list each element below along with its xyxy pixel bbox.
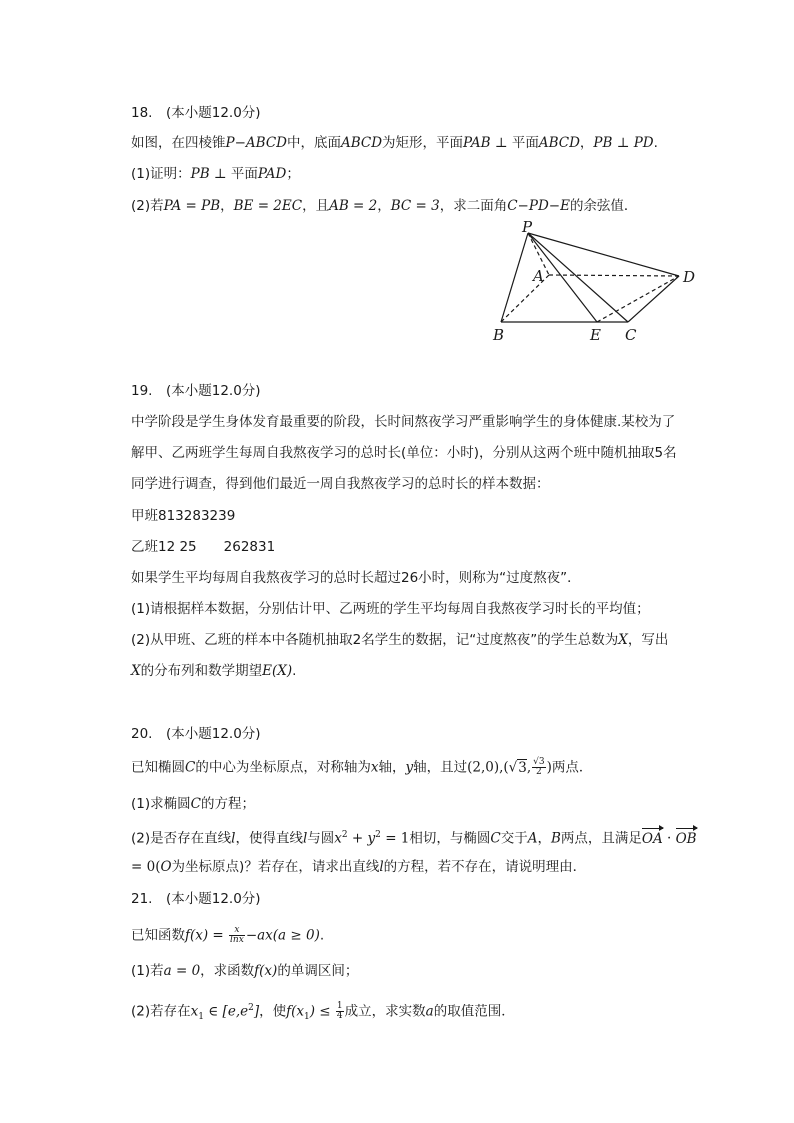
q18-header: 18. (本小题12.0分) xyxy=(131,105,261,121)
q18-part2: (2)若PA = PB，BE = 2EC，且AB = 2，BC = 3，求二面角C−PD−E的余弦值． xyxy=(131,198,638,214)
q21-header: 21. (本小题12.0分) xyxy=(131,891,261,907)
q18-part1: (1)证明：PB ⊥ 平面PAD； xyxy=(131,166,300,182)
q19-line-1: 中学阶段是学生身体发育最重要的阶段，长时间熬夜学习严重影响学生的身体健康.某校为了 xyxy=(131,414,676,430)
vector-oa: OA xyxy=(642,828,663,848)
pyramid-figure xyxy=(480,212,720,350)
q19-part2-line1: (2)从甲班、乙班的样本中各随机抽取2名学生的数据，记“过度熬夜”的学生总数为X，写出 xyxy=(131,632,669,648)
label-c: C xyxy=(625,326,637,344)
vector-ob: OB xyxy=(676,828,697,848)
label-e: E xyxy=(590,326,601,344)
q18-intro: 如图，在四棱锥P−ABCD中，底面ABCD为矩形，平面PAB ⊥ 平面ABCD，PB ⊥ PD. xyxy=(131,135,658,151)
edge-pb xyxy=(501,233,528,322)
q19-part1: (1)请根据样本数据，分别估计甲、乙两班的学生平均每周自我熬夜学习时长的平均值； xyxy=(131,601,650,617)
q20-part2-line1: (2)是否存在直线l，使得直线l与圆$x^2 + y^2 = 1$相切，与椭圆C交于A，B两点，且满足OA · OB xyxy=(131,826,697,848)
q19-class-a-data: 甲班813283239 xyxy=(131,508,236,524)
q19-line-3: 同学进行调查，得到他们最近一周自我熬夜学习的总时长的样本数据： xyxy=(131,476,550,492)
q19-part2-line2: X的分布列和数学期望E(X). xyxy=(131,663,297,679)
q20-intro: 已知椭圆C的中心为坐标原点，对称轴为x轴，y轴，且过(2,0),(√3, $\frac{√3}{2}$ )两点． xyxy=(131,757,593,777)
q21-part2: (2)若存在$x_1$ ∈ $[e,e^2]$，使$f(x_1)$ ≤ $\frac{1}{4}$ 成立，求实数a的取值范围． xyxy=(131,1001,515,1023)
q21-part1: (1)若a = 0，求函数f(x)的单调区间； xyxy=(131,963,359,979)
edge-cd xyxy=(628,276,679,322)
label-b: B xyxy=(493,326,505,344)
q19-header: 19. (本小题12.0分) xyxy=(131,383,261,399)
q20-part2-line2: = 0(O为坐标原点)？若存在，请求出直线l的方程，若不存在，请说明理由． xyxy=(131,859,587,875)
edge-ed xyxy=(597,276,679,322)
edge-ad xyxy=(549,275,679,276)
q19-line-6: 如果学生平均每周自我熬夜学习的总时长超过26小时，则称为“过度熬夜”． xyxy=(131,570,581,586)
q20-part1: (1)求椭圆C的方程； xyxy=(131,796,255,812)
label-p: P xyxy=(522,218,533,236)
label-a: A xyxy=(533,267,544,285)
label-d: D xyxy=(683,268,696,286)
edge-pd xyxy=(528,233,679,276)
q19-class-b-data: 乙班12 25 262831 xyxy=(131,539,276,555)
q19-line-2: 解甲、乙两班学生每周自我熬夜学习的总时长(单位：小时)，分别从这两个班中随机抽取5名 xyxy=(131,445,677,461)
q20-header: 20. (本小题12.0分) xyxy=(131,726,261,742)
q21-intro: 已知函数f(x) = $\frac{x}{\ln x}$ −ax(a ≥ 0). xyxy=(131,925,325,945)
